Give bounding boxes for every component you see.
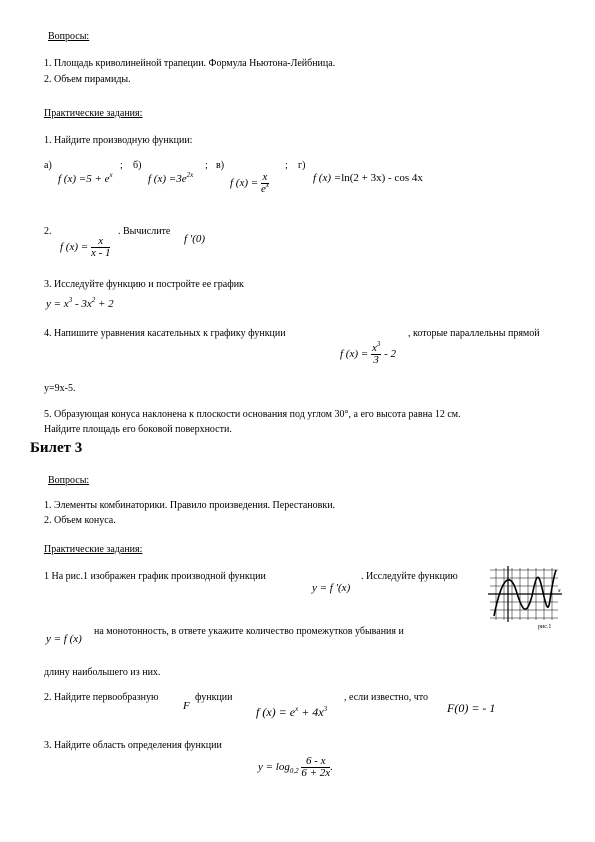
formula-y-fprime: y = f ′(x) bbox=[312, 582, 351, 594]
formula-y-f: y = f (x) bbox=[46, 633, 82, 645]
ticket-title: Билет 3 bbox=[30, 440, 83, 456]
formula-a: f $(x) =5 + e^x$ bbox=[58, 171, 113, 185]
figure-caption: рис.1 bbox=[538, 624, 552, 630]
task-4-a: 4. Напишите уравнения касательных к графику функции bbox=[44, 328, 286, 339]
formula-log: $y = \log_{0,2}$ $\frac{6 - x}{6 + 2x}$ . bbox=[258, 755, 333, 779]
label-b: б) bbox=[133, 160, 142, 171]
task-2-text: . Вычислите bbox=[118, 226, 171, 237]
ticket3-question-2: 2. Объем конуса. bbox=[44, 515, 116, 526]
formula-F0: F(0) = - 1 bbox=[447, 701, 496, 715]
practical-header-2: Практические задания: bbox=[44, 544, 143, 555]
question-1: 1. Площадь криволинейной трапеции. Формула Ньютона-Лейбница. bbox=[44, 58, 336, 69]
formula-g: f (x) =ln(2 + 3x) - cos 4x bbox=[313, 172, 423, 184]
formula-task-2: f (x) = $\frac{x}{x - 1}$ bbox=[60, 235, 111, 259]
task-4-c: y=9x-5. bbox=[44, 383, 76, 394]
ticket3-task-1-d: длину наибольшего из них. bbox=[44, 667, 161, 678]
ticket3-task-2-a: 2. Найдите первообразную bbox=[44, 692, 159, 703]
questions-header-2: Вопросы: bbox=[48, 475, 90, 486]
task-5-b: Найдите площадь его боковой поверхности. bbox=[44, 424, 232, 435]
formula-F: F bbox=[183, 700, 190, 712]
question-2: 2. Объем пирамиды. bbox=[44, 74, 131, 85]
practical-header: Практические задания: bbox=[44, 108, 143, 119]
semicolon: ; bbox=[120, 160, 123, 171]
semicolon: ; bbox=[205, 160, 208, 171]
task-1: 1. Найдите производную функции: bbox=[44, 135, 193, 146]
label-g: г) bbox=[298, 160, 306, 171]
semicolon: ; bbox=[285, 160, 288, 171]
task-5-a: 5. Образующая конуса наклонена к плоскости основания под углом 30°, а его высота равна 12 см. bbox=[44, 409, 461, 420]
task-2-number: 2. bbox=[44, 226, 52, 237]
ticket3-task-1-c: на монотонность, в ответе укажите количество промежутков убывания и bbox=[94, 626, 404, 637]
formula-task-3: $y = x^3 - 3x^2 + 2$ bbox=[46, 296, 114, 310]
label-a: а) bbox=[44, 160, 52, 171]
ticket3-task-1-a: 1 На рис.1 изображен график производной функции bbox=[44, 571, 266, 582]
formula-v: f (x) = $\frac{x}{e^x}$ bbox=[230, 171, 269, 195]
ticket3-task-2-b: функции bbox=[195, 692, 233, 703]
questions-header: Вопросы: bbox=[48, 31, 90, 42]
label-v: в) bbox=[216, 160, 225, 171]
ticket3-task-2-c: , если известно, что bbox=[344, 692, 429, 703]
ticket3-task-1-b: . Исследуйте функцию bbox=[361, 571, 458, 582]
ticket3-task-3: 3. Найдите область определения функции bbox=[44, 740, 222, 751]
formula-task-4: f (x) = $\frac{x^3}{3}$ - 2 bbox=[340, 340, 396, 366]
formula-task-2-fx: f $(x) = e^x + 4x^3$ bbox=[256, 705, 328, 719]
task-4-b: , которые параллельны прямой bbox=[408, 328, 540, 339]
derivative-graph-figure bbox=[488, 566, 568, 632]
svg-text:x: x bbox=[558, 588, 561, 594]
ticket3-question-1: 1. Элементы комбинаторики. Правило произведения. Перестановки. bbox=[44, 500, 336, 511]
derivative-graph-icon bbox=[488, 566, 568, 632]
formula-f-prime-0: f ′(0) bbox=[184, 233, 206, 245]
formula-b: f $(x) =3e^{2x}$ bbox=[148, 171, 194, 185]
task-3: 3. Исследуйте функцию и постройте ее график bbox=[44, 279, 244, 290]
